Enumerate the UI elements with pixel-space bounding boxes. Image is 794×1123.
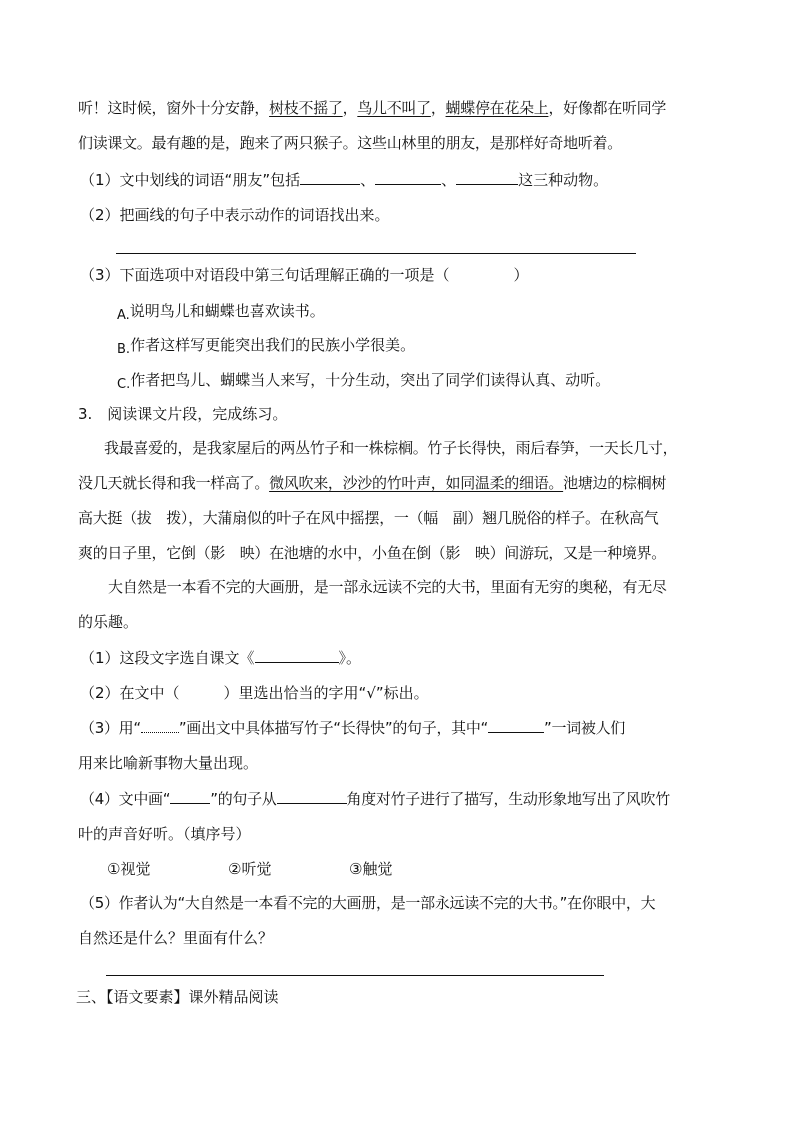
answer-blank[interactable] xyxy=(488,718,544,733)
passage-line xyxy=(78,473,666,493)
text: ， xyxy=(430,99,446,117)
question-3-3-cont: 用来比喻新事物大量出现。 xyxy=(78,754,259,772)
answer-line[interactable] xyxy=(106,975,604,976)
answer-blank[interactable] xyxy=(375,170,441,185)
question-3 xyxy=(80,265,529,285)
paren-close: ） xyxy=(513,266,529,284)
option-text: 说明鸟儿和蝴蝶也喜欢读书。 xyxy=(129,302,325,320)
option-b[interactable] xyxy=(117,335,415,360)
answer-blank[interactable] xyxy=(456,170,518,185)
option-letter: C. xyxy=(117,377,131,392)
underlined-phrase: 鸟儿不叫了 xyxy=(357,99,431,117)
question-2: （2）把画线的句子中表示动作的词语找出来。 xyxy=(80,206,390,224)
underlined-sentence: 微风吹来，沙沙的竹叶声，如同温柔的细语。 xyxy=(269,474,564,492)
question-text: （2）在文中（ xyxy=(80,684,180,702)
question-text: ”的句子从 xyxy=(210,790,277,808)
answer-blank[interactable] xyxy=(300,170,360,185)
question-3-4-cont: 叶的声音好听。（填序号） xyxy=(78,825,251,843)
text: 听！这时候，窗外十分安静， xyxy=(78,99,270,117)
passage-line: 高大挺（拔 拨），大蒲扇似的叶子在风中摇摆，一（幅 副）翘几脱俗的样子。在秋高气 xyxy=(78,509,659,527)
text: 没几天就长得和我一样高了。 xyxy=(78,474,270,492)
question-3-5-cont: 自然还是什么？里面有什么？ xyxy=(78,929,274,947)
section-three-heading: 三、【语文要素】课外精品阅读 xyxy=(76,988,279,1006)
option-hearing[interactable]: ②听觉 xyxy=(228,860,272,878)
passage-line: 的乐趣。 xyxy=(78,613,139,631)
question-text: （1）文中划线的词语“朋友”包括 xyxy=(80,171,301,189)
option-text: 作者把鸟儿、蝴蝶当人来写，十分生动，突出了同学们读得认真、动听。 xyxy=(130,371,611,389)
question-text: ”画出文中具体描写竹子“长得快”的句子，其中“ xyxy=(178,719,489,737)
q4-options xyxy=(107,859,392,879)
option-letter: B. xyxy=(117,342,131,357)
line-sample xyxy=(170,789,210,804)
answer-blank[interactable] xyxy=(255,648,339,663)
question-text: （1）这段文字选自课文《 xyxy=(80,649,255,667)
question-1 xyxy=(80,170,608,190)
option-c[interactable] xyxy=(117,370,610,395)
passage-line: 我最喜爱的，是我家屋后的两丛竹子和一株棕榈。竹子长得快，雨后春笋，一天长几寸， xyxy=(104,439,678,457)
option-text: 作者这样写更能突出我们的民族小学很美。 xyxy=(130,336,416,354)
question-3-2 xyxy=(80,683,429,703)
wavy-line-sample xyxy=(141,718,179,733)
question-text: （3）用“ xyxy=(80,719,141,737)
question-3-3 xyxy=(80,718,625,738)
question-text: （4）文中画“ xyxy=(80,790,171,808)
passage-line: 爽的日子里，它倒（影 映）在池塘的水中，小鱼在倒（影 映）间游玩，又是一种境界。 xyxy=(78,544,667,562)
question-text: （3）下面选项中对语段中第三句话理解正确的一项是（ xyxy=(80,266,450,284)
option-a[interactable] xyxy=(117,301,325,326)
question-3-4 xyxy=(80,789,670,809)
text: 池塘边的棕榈树 xyxy=(563,474,667,492)
option-touch[interactable]: ③触觉 xyxy=(349,860,393,878)
section-heading: 3. 阅读课文片段，完成练习。 xyxy=(78,405,288,423)
question-text: 这三种动物。 xyxy=(518,171,609,189)
separator: 、 xyxy=(441,171,457,189)
underlined-phrase: 蝴蝶停在花朵上 xyxy=(445,99,549,117)
question-text: 角度对竹子进行了描写，生动形象地写出了风吹竹 xyxy=(346,790,670,808)
text: ，好像都在听同学 xyxy=(548,99,667,117)
answer-line[interactable] xyxy=(116,253,636,254)
question-3-1 xyxy=(80,648,361,668)
passage-line: 们读课文。最有趣的是，跑来了两只猴子。这些山林里的朋友，是那样好奇地听着。 xyxy=(78,134,622,152)
question-text: ）里选出恰当的字用“√”标出。 xyxy=(223,684,429,702)
question-text: ”一词被人们 xyxy=(544,719,625,737)
text: ， xyxy=(342,99,358,117)
passage-line xyxy=(78,98,666,118)
question-text: 》。 xyxy=(338,649,362,667)
separator: 、 xyxy=(360,171,376,189)
passage-line: 大自然是一本看不完的大画册，是一部永远读不完的大书，里面有无穷的奥秘，有无尽 xyxy=(108,578,667,596)
answer-blank[interactable] xyxy=(277,789,347,804)
question-3-5: （5）作者认为“大自然是一本看不完的大画册，是一部永远读不完的大书。”在你眼中，大 xyxy=(80,894,656,912)
option-letter: A. xyxy=(117,308,130,323)
option-visual[interactable]: ①视觉 xyxy=(107,860,151,878)
underlined-phrase: 树枝不摇了 xyxy=(269,99,343,117)
